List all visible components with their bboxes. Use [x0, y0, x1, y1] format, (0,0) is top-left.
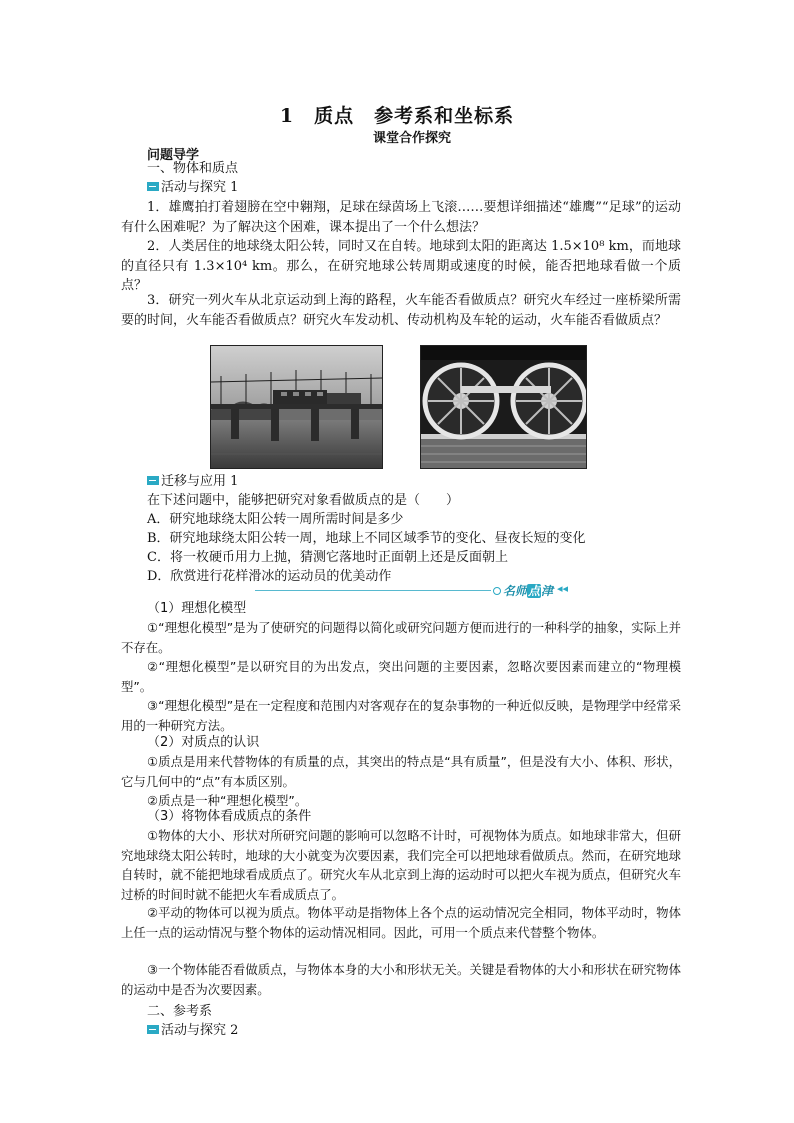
option-d: D．欣赏进行花样滑冰的运动员的优美动作	[147, 569, 392, 584]
note-p4: ①质点是用来代替物体的有质量的点，其突出的特点是“具有质量”，但是没有大小、体积、形状，它与几何中的“点”有本质区别。	[121, 754, 681, 789]
note-heading-1: （1）理想化模型	[147, 601, 247, 616]
badge-prefix: 名师	[503, 584, 528, 598]
transfer-label	[147, 472, 238, 491]
transfer-stem: 在下述问题中，能够把研究对象看做质点的是（ ）	[147, 493, 460, 508]
marker-icon	[147, 182, 159, 191]
section1-heading: 一、物体和质点	[147, 161, 239, 176]
note-p2: ②“理想化模型”是以研究目的为出发点，突出问题的主要因素，忽略次要因素而建立的“物理模型”。	[121, 659, 681, 694]
note-heading-3: （3）将物体看成质点的条件	[147, 809, 312, 824]
note-p5: ②质点是一种“理想化模型”。	[147, 793, 308, 808]
option-c: C．将一枚硬币用力上抛，猜测它落地时正面朝上还是反面朝上	[147, 550, 508, 565]
note-p6: ①物体的大小、形状对所研究问题的影响可以忽略不计时，可视物体为质点。如地球非常大，但研究地球绕太阳公转时，地球的大小就变为次要因素，我们完全可以把地球看做质点。然而，在研究地球自转时，就不能把地球看成质点了。研究火车从北京到上海的运动时可以把火车视为质点，但研究火车过桥的时间时就不能把火车看成质点了。	[121, 828, 681, 902]
double-arrow-left-icon: ◂◂	[557, 582, 569, 595]
locomotive-wheels-photo	[420, 345, 587, 469]
note-p3: ③“理想化模型”是在一定程度和范围内对客观存在的复杂事物的一种近似反映，是物理学中经常采用的一种研究方法。	[121, 698, 681, 733]
badge-suffix: 津	[541, 584, 554, 598]
page-subtitle: 课堂合作探究	[372, 131, 451, 146]
circle-icon	[493, 587, 501, 595]
section2-heading: 二、参考系	[147, 1004, 213, 1019]
note-p7: ②平动的物体可以视为质点。物体平动是指物体上各个点的运动情况完全相同，物体平动时，物体上任一点的运动情况与整个物体的运动情况相同。因此，可用一个质点来代替整个物体。	[121, 905, 681, 940]
question-3: 3．研究一列火车从北京运动到上海的路程，火车能否看做质点？研究火车经过一座桥梁所需要的时间，火车能否看做质点？研究火车发动机、传动机构及车轮的运动，火车能否看做质点？	[121, 293, 681, 328]
option-a: A．研究地球绕太阳公转一周所需时间是多少	[147, 512, 404, 527]
question-1: 1．雄鹰拍打着翅膀在空中翱翔，足球在绿茵场上飞滚……要想详细描述“雄鹰”“足球”的运动有什么困难呢？为了解决这个困难，课本提出了一个什么想法？	[121, 200, 681, 235]
question-2: 2．人类居住的地球绕太阳公转，同时又在自转。地球到太阳的距离达 1.5×10⁸ km，而地球的直径只有 1.3×10⁴ km。那么，在研究地球公转周期或速度的时候，能否把地球看做一个质点？	[121, 239, 681, 293]
badge-highlight: 点	[528, 584, 541, 598]
transfer-label-text: 迁移与应用 1	[161, 474, 239, 489]
page-title: 1 质点 参考系和坐标系	[279, 105, 515, 127]
train-bridge-photo	[210, 345, 383, 469]
option-b: B．研究地球绕太阳公转一周，地球上不同区域季节的变化、昼夜长短的变化	[147, 531, 586, 546]
note-p1: ①“理想化模型”是为了使研究的问题得以简化或研究问题方便而进行的一种科学的抽象，实际上并不存在。	[121, 620, 681, 655]
guide-heading: 问题导学	[147, 148, 200, 163]
activity2-label	[147, 1021, 238, 1040]
activity2-text: 活动与探究 2	[161, 1023, 239, 1038]
teacher-tip-badge	[493, 582, 573, 598]
marker-icon	[147, 1025, 159, 1034]
note-p8: ③一个物体能否看做质点，与物体本身的大小和形状无关。关键是看物体的大小和形状在研究物体的运动中是否为次要因素。	[121, 962, 681, 997]
activity1-text: 活动与探究 1	[161, 180, 239, 195]
note-heading-2: （2）对质点的认识	[147, 735, 260, 750]
section-divider	[255, 590, 491, 591]
marker-icon	[147, 476, 159, 485]
activity1-label	[147, 178, 238, 197]
